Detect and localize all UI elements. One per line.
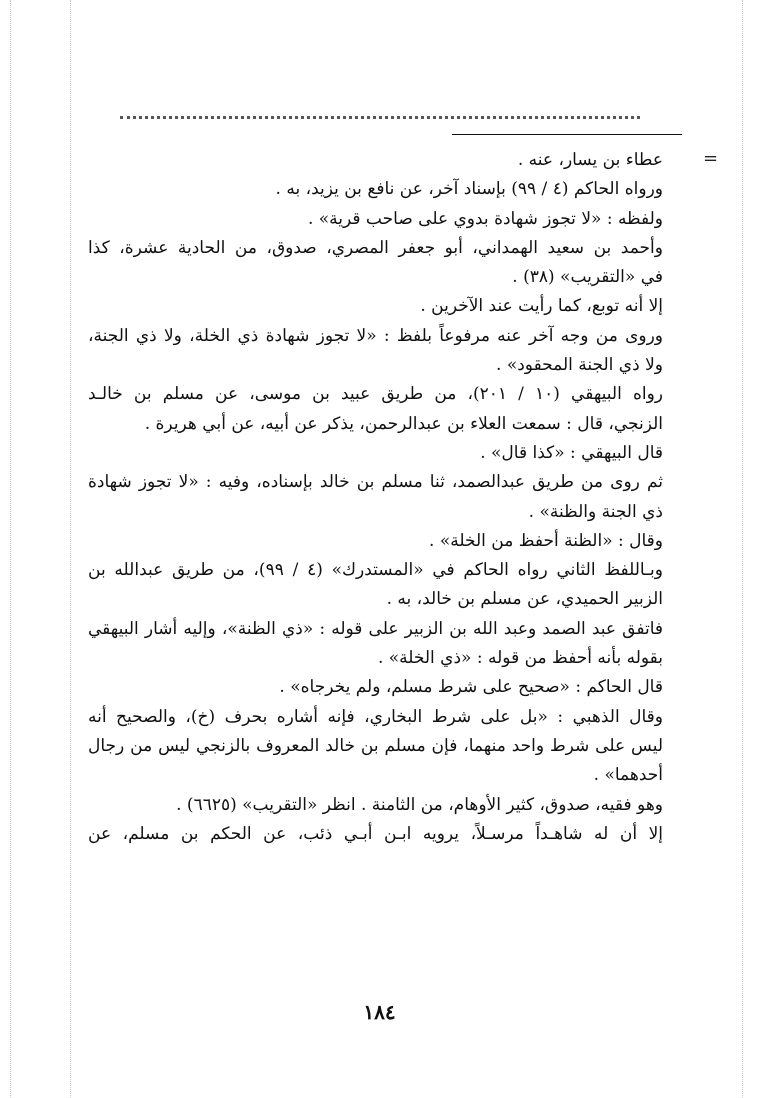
- left-edge-dots: [10, 0, 11, 1098]
- text-line: قال الحاكم : «صحيح على شرط مسلم، ولم يخرجاه» .: [279, 677, 663, 698]
- text-line: رواه البيهقي (١٠ / ٢٠١)، من طريق عبيد بن موسى، عن مسلم بن خالـد: [88, 384, 663, 405]
- top-dotted-rule: [120, 116, 640, 119]
- text-line: ثم روى من طريق عبدالصمد، ثنا مسلم بن خالد بإسناده، وفيه : «لا تجوز شهادة: [88, 472, 663, 493]
- text-line: في «التقريب» (٣٨) .: [512, 267, 663, 288]
- text-line: وقال : «الظنة أحفظ من الخلة» .: [429, 530, 663, 551]
- text-line: ولا ذي الجنة المحقود» .: [496, 355, 663, 376]
- text-line: وروى من وجه آخر عنه مرفوعاً بلفظ : «لا تجوز شهادة ذي الخلة، ولا ذي الجنة،: [88, 325, 663, 346]
- text-line: الزبير الحميدي، عن مسلم بن خالد، به .: [386, 589, 663, 610]
- page-number: ١٨٤: [363, 1000, 396, 1024]
- text-line: أحدهما» .: [593, 765, 663, 786]
- text-line: وبـاللفظ الثاني رواه الحاكم في «المستدرك» (٤ / ٩٩)، من طريق عبدالله بن: [88, 560, 663, 581]
- text-line: وأحمد بن سعيد الهمداني، أبو جعفر المصري، صدوق، من الحادية عشرة، كذا: [88, 237, 663, 258]
- footnote-separator: [452, 134, 682, 135]
- text-line: قال البيهقي : «كذا قال» .: [480, 442, 663, 463]
- right-edge-dots: [742, 0, 743, 1098]
- text-line: ولفظه : «لا تجوز شهادة بدوي على صاحب قرية» .: [307, 208, 663, 229]
- text-line: وقال الذهبي : «بل على شرط البخاري، فإنه أشاره بحرف (خ)، والصحيح أنه: [88, 706, 663, 727]
- text-line: الزنجي، قال : سمعت العلاء بن عبدالرحمن، يذكر عن أبيه، عن أبي هريرة .: [144, 413, 663, 434]
- footnote-text: [88, 146, 663, 849]
- text-line: ذي الجنة والظنة» .: [528, 501, 663, 522]
- text-line: وهو فقيه، صدوق، كثير الأوهام، من الثامنة . انظر «التقريب» (٦٦٢٥) .: [176, 794, 663, 815]
- left-inner-dots: [70, 0, 71, 1098]
- text-line: ليس على شرط واحد منهما، فإن مسلم بن خالد المعروف بالزنجي ليس من رجال: [88, 735, 663, 756]
- text-line: فاتفق عبد الصمد وعبد الله بن الزبير على قوله : «ذي الظنة»، وإليه أشار البيهقي: [88, 618, 663, 639]
- text-line: ورواه الحاكم (٤ / ٩٩) بإسناد آخر، عن نافع بن يزيد، به .: [275, 179, 663, 200]
- text-line: إلا أن له شاهـداً مرسـلاً، يرويه ابـن أبـي ذئب، عن الحكم بن مسلم، عن: [88, 823, 663, 844]
- text-line: إلا أنه توبع، كما رأيت عند الآخرين .: [420, 296, 663, 317]
- text-line: بقوله بأنه أحفظ من قوله : «ذي الخلة» .: [377, 648, 663, 669]
- text-line: عطاء بن يسار، عنه .: [517, 150, 663, 170]
- continuation-mark: =: [703, 148, 719, 169]
